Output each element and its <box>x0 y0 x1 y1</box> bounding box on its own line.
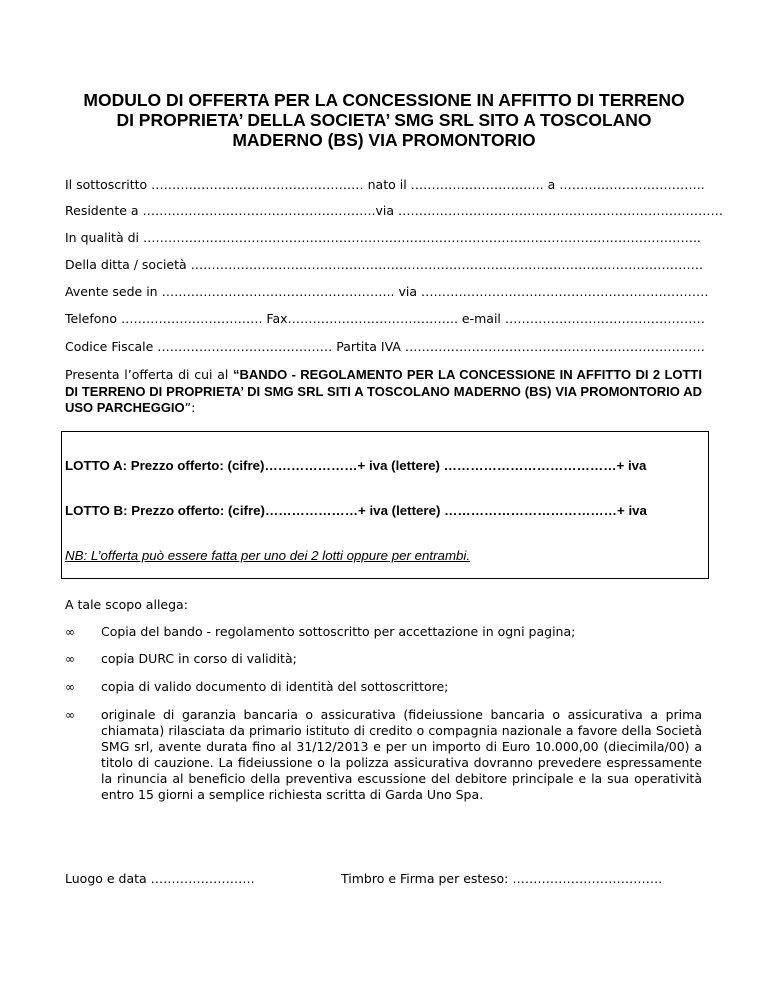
bullet-icon: ∞ <box>65 652 75 666</box>
statement-suffix: ”: <box>184 400 196 415</box>
attachment-item: copia DURC in corso di validità; <box>101 651 297 666</box>
bullet-icon: ∞ <box>65 708 75 722</box>
attachment-item: originale di garanzia bancaria o assicurativa (fideiussione bancaria o assicurativa a prima chiamata) rilasciata da primario istituto di credito o compagnia nazionale a favore della Società SMG srl, avente durata fino al 31/12/2013 e per un importo di Euro 10.000,00 (diecimila/00) a titolo di cauzione. La fideiussione o la polizza assicurativa dovranno prevedere espressamente la rinuncia al beneficio della preventiva escussione del debitore principale e la sua operatività entro 15 giorni a semplice richiesta scritta di Garda Uno Spa. <box>101 707 702 802</box>
document-title <box>60 90 708 150</box>
offer-lot-b[interactable]: LOTTO B: Prezzo offerto: (cifre)…………………+ iva (lettere) …………………………………+ iva <box>65 503 647 518</box>
field-company[interactable]: Della ditta / società …………………………………………………………………………………………………………… <box>65 257 704 272</box>
field-residence[interactable]: Residente a ………………………………………………..via …………………………………………………………………… <box>65 203 723 218</box>
bullet-icon: ∞ <box>65 680 75 694</box>
title-line: DI PROPRIETA’ DELLA SOCIETA’ SMG SRL SITO A TOSCOLANO <box>116 110 652 130</box>
tender-title: “BANDO - REGOLAMENTO PER LA CONCESSIONE IN AFFITTO DI 2 LOTTI DI TERRENO DI PROPRIETA’ DI SMG SRL SITI A TOSCOLANO MADERNO (BS) VIA PROMONTORIO AD USO PARCHEGGIO <box>65 367 702 415</box>
field-role[interactable]: In qualità di …………………………………………………………………………………………………………………….. <box>65 230 701 245</box>
statement-prefix: Presenta l’offerta di cui al <box>65 367 234 382</box>
field-tax-codes[interactable]: Codice Fiscale …………………………………… Partita IVA ……………………………………………………………… <box>65 339 705 354</box>
title-line: MODULO DI OFFERTA PER LA CONCESSIONE IN AFFITTO DI TERRENO <box>83 90 685 110</box>
field-contacts[interactable]: Telefono ……………………………. Fax………………………………….. e-mail ………………………………………… <box>65 311 705 326</box>
offer-lot-a[interactable]: LOTTO A: Prezzo offerto: (cifre)…………………+ iva (lettere) …………………………………+ iva <box>65 458 647 473</box>
title-line: MADERNO (BS) VIA PROMONTORIO <box>232 130 536 150</box>
field-headquarters[interactable]: Avente sede in ……………………………………………….. via …………………………………………………………… <box>65 284 709 299</box>
attachment-item: copia di valido documento di identità del sottoscrittore; <box>101 679 449 694</box>
attachments-intro: A tale scopo allega: <box>65 597 188 612</box>
place-date-field[interactable]: Luogo e data ……………………. <box>65 871 255 886</box>
bullet-icon: ∞ <box>65 625 75 639</box>
signature-field[interactable]: Timbro e Firma per esteso: ……………………………… <box>341 871 663 886</box>
field-signatory[interactable]: Il sottoscritto …………………………………………… nato il ………………………….. a …………………………….. <box>65 177 705 192</box>
offer-statement <box>65 367 702 417</box>
offer-note: NB: L’offerta può essere fatta per uno dei 2 lotti oppure per entrambi. <box>65 548 471 563</box>
attachment-item: Copia del bando - regolamento sottoscritto per accettazione in ogni pagina; <box>101 624 576 639</box>
